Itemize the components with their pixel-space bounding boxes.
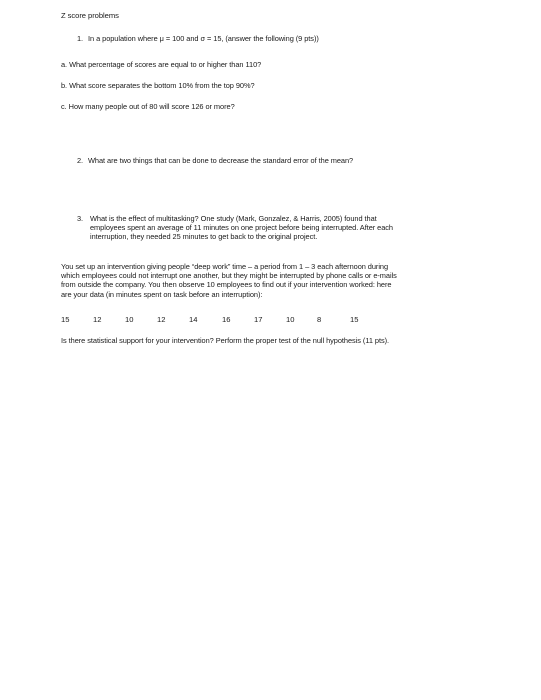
question-2-number: 2. [77, 156, 84, 165]
data-value: 12 [157, 315, 166, 324]
question-3-number: 3. [77, 214, 84, 223]
question-1-part-c: c. How many people out of 80 will score 126 or more? [61, 102, 235, 111]
data-value: 14 [189, 315, 198, 324]
data-value: 15 [61, 315, 70, 324]
data-value: 10 [125, 315, 134, 324]
scenario-line: are your data (in minutes spent on task before an interruption): [61, 289, 263, 299]
scenario-line: from outside the company. You then observe 10 employees to find out if your intervention worked: here [61, 280, 392, 290]
data-value: 16 [222, 315, 231, 324]
question-1 [77, 34, 319, 43]
data-value: 10 [286, 315, 295, 324]
question-3-line: employees spent an average of 11 minutes on one project before being interrupted. After each [90, 223, 393, 233]
data-value: 12 [93, 315, 102, 324]
data-value: 15 [350, 315, 359, 324]
question-2 [77, 156, 353, 165]
question-3 [77, 214, 472, 242]
question-1-number: 1. [77, 34, 84, 43]
data-value: 8 [317, 315, 322, 324]
data-value: 17 [254, 315, 263, 324]
question-1-part-b: b. What score separates the bottom 10% from the top 90%? [61, 81, 255, 90]
question-3-text [90, 214, 472, 242]
question-1-part-a: a. What percentage of scores are equal to or higher than 110? [61, 60, 262, 69]
final-question: Is there statistical support for your intervention? Perform the proper test of the null hypothesis (11 pts). [61, 336, 390, 345]
document-title: Z score problems [61, 11, 119, 20]
scenario-line: which employees could not interrupt one another, but they might be interrupted by phone calls or e-mails [61, 271, 397, 281]
question-2-text: What are two things that can be done to decrease the standard error of the mean? [88, 156, 354, 165]
question-1-text: In a population where μ = 100 and σ = 15, (answer the following (9 pts)) [88, 34, 319, 43]
data-values-row [61, 315, 381, 325]
question-3-line: What is the effect of multitasking? One study (Mark, Gonzalez, & Harris, 2005) found that [90, 214, 377, 223]
scenario-line: You set up an intervention giving people “deep work” time – a period from 1 – 3 each afternoon during [61, 262, 389, 271]
scenario-paragraph [61, 262, 481, 299]
question-3-line: interruption, they needed 25 minutes to get back to the original project. [90, 232, 318, 242]
